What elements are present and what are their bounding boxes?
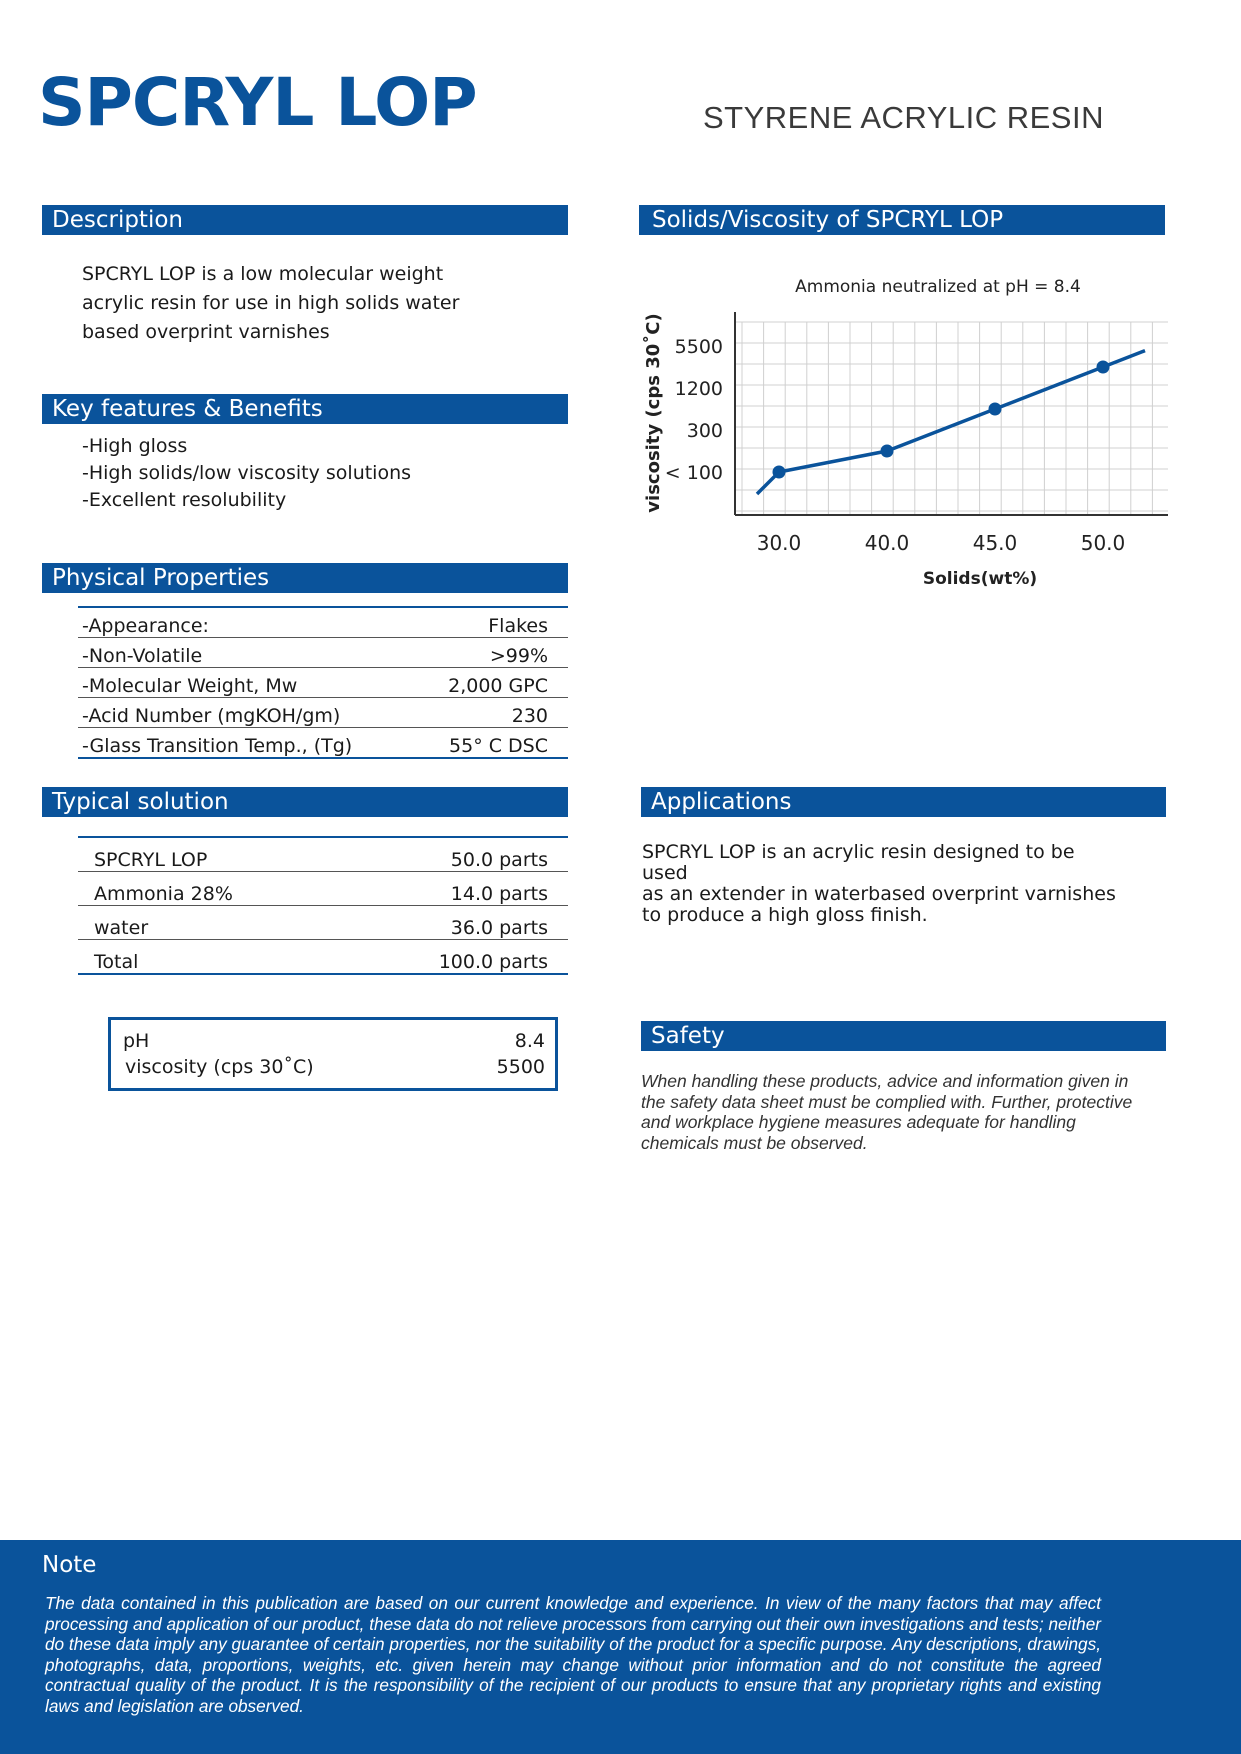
data-point bbox=[989, 403, 1002, 416]
ph-label: pH bbox=[123, 1030, 150, 1052]
x-tick-label: 40.0 bbox=[864, 531, 910, 555]
property-label: -Acid Number (mgKOH/gm) bbox=[78, 698, 423, 728]
applications-line: SPCRYL LOP is an acrylic resin designed to be used bbox=[642, 841, 1075, 884]
note-title: Note bbox=[42, 1552, 97, 1578]
description-line: based overprint varnishes bbox=[82, 321, 330, 343]
property-label: -Appearance: bbox=[78, 607, 423, 638]
y-tick-labels bbox=[665, 336, 723, 484]
feature-item: -Excellent resolubility bbox=[82, 489, 287, 511]
feature-item: -High gloss bbox=[82, 435, 188, 457]
table-row bbox=[78, 728, 568, 759]
property-value: >99% bbox=[423, 638, 568, 668]
safety-header: Safety bbox=[641, 1021, 1166, 1051]
note-text: The data contained in this publication are based on our current knowledge and experience. In view of the many factors that may affect processing and application of our product, these data do not relieve processors from carrying out their own investigations and tests; neither do these data imply any guarantee of certain properties, nor the suitability of the product for a specific purpose. Any descriptions, drawings, photographs, data, proportions, weights, etc. given herein may change without prior information and do not constitute the agreed contractual quality of the product. It is the responsibility of the recipient of our products to ensure that any proprietary rights and existing laws and legislation are observed. bbox=[45, 1593, 1101, 1716]
feature-item: -High solids/low viscosity solutions bbox=[82, 462, 412, 484]
description-line: SPCRYL LOP is a low molecular weight bbox=[82, 263, 444, 285]
ingredient-value: 100.0 parts bbox=[346, 940, 568, 975]
ingredient-value: 36.0 parts bbox=[346, 906, 568, 940]
typical-solution-table bbox=[78, 836, 568, 975]
table-row bbox=[78, 698, 568, 728]
product-name: SPCRYL LOP bbox=[38, 64, 477, 141]
description-line: acrylic resin for use in high solids water bbox=[82, 292, 460, 314]
table-row bbox=[78, 607, 568, 638]
description-text bbox=[82, 260, 552, 347]
series-line bbox=[757, 351, 1145, 494]
features-list bbox=[82, 433, 552, 514]
property-value: 55° C DSC bbox=[423, 728, 568, 759]
physical-properties-header: Physical Properties bbox=[42, 563, 568, 593]
property-value: 2,000 GPC bbox=[423, 668, 568, 698]
y-tick-label: 300 bbox=[686, 420, 723, 442]
ingredient-label: Ammonia 28% bbox=[78, 872, 346, 906]
ingredient-value: 50.0 parts bbox=[346, 837, 568, 872]
chart-grid bbox=[735, 322, 1168, 515]
x-tick-label: 50.0 bbox=[1080, 531, 1126, 555]
ingredient-value: 14.0 parts bbox=[346, 872, 568, 906]
y-tick-label: < 100 bbox=[664, 462, 723, 484]
product-type: STYRENE ACRYLIC RESIN bbox=[703, 100, 1104, 135]
chart-title: Ammonia neutralized at pH = 8.4 bbox=[795, 277, 1081, 297]
property-label: -Glass Transition Temp., (Tg) bbox=[78, 728, 423, 759]
property-label: -Molecular Weight, Mw bbox=[78, 668, 423, 698]
note-footer bbox=[0, 1540, 1241, 1754]
viscosity-label: viscosity (cps 30˚C) bbox=[125, 1056, 314, 1078]
applications-header: Applications bbox=[641, 787, 1166, 817]
ingredient-label: Total bbox=[78, 940, 346, 975]
applications-line: as an extender in waterbased overprint varnishes bbox=[642, 883, 1116, 905]
table-row bbox=[78, 668, 568, 698]
ingredient-label: SPCRYL LOP bbox=[78, 837, 346, 872]
safety-text bbox=[641, 1071, 1181, 1153]
ingredient-label: water bbox=[78, 906, 346, 940]
solids-viscosity-chart bbox=[630, 270, 1190, 610]
table-row bbox=[78, 940, 568, 975]
viscosity-value: 5500 bbox=[496, 1056, 545, 1078]
chart-header: Solids/Viscosity of SPCRYL LOP bbox=[639, 205, 1165, 235]
property-value: 230 bbox=[423, 698, 568, 728]
y-axis-label: viscosity (cps 30˚C) bbox=[643, 313, 664, 513]
safety-line: and workplace hygiene measures adequate for handling bbox=[641, 1112, 1076, 1132]
safety-line: When handling these products, advice and information given in bbox=[641, 1071, 1129, 1091]
y-tick-label: 1200 bbox=[674, 378, 723, 400]
applications-line: to produce a high gloss finish. bbox=[642, 904, 928, 926]
data-point bbox=[773, 466, 786, 479]
safety-line: chemicals must be observed. bbox=[641, 1132, 868, 1153]
table-row bbox=[78, 906, 568, 940]
x-tick-label: 45.0 bbox=[972, 531, 1018, 555]
features-header: Key features & Benefits bbox=[42, 394, 568, 424]
data-point bbox=[1097, 361, 1110, 374]
x-tick-label: 30.0 bbox=[756, 531, 802, 555]
typical-solution-header: Typical solution bbox=[42, 787, 568, 817]
safety-line: the safety data sheet must be complied with. Further, protective bbox=[641, 1091, 1133, 1112]
data-point bbox=[881, 445, 894, 458]
table-row bbox=[78, 638, 568, 668]
x-axis-label: Solids(wt%) bbox=[922, 569, 1038, 589]
table-row bbox=[78, 872, 568, 906]
ph-value: 8.4 bbox=[514, 1030, 545, 1052]
data-points bbox=[773, 361, 1110, 479]
applications-text bbox=[642, 842, 1122, 926]
property-value: Flakes bbox=[423, 607, 568, 638]
y-tick-label: 5500 bbox=[674, 336, 723, 358]
table-row bbox=[78, 837, 568, 872]
x-tick-labels bbox=[757, 531, 1126, 555]
description-header: Description bbox=[42, 205, 568, 235]
property-label: -Non-Volatile bbox=[78, 638, 423, 668]
ph-viscosity-box bbox=[108, 1017, 558, 1091]
physical-properties-table bbox=[78, 606, 568, 759]
